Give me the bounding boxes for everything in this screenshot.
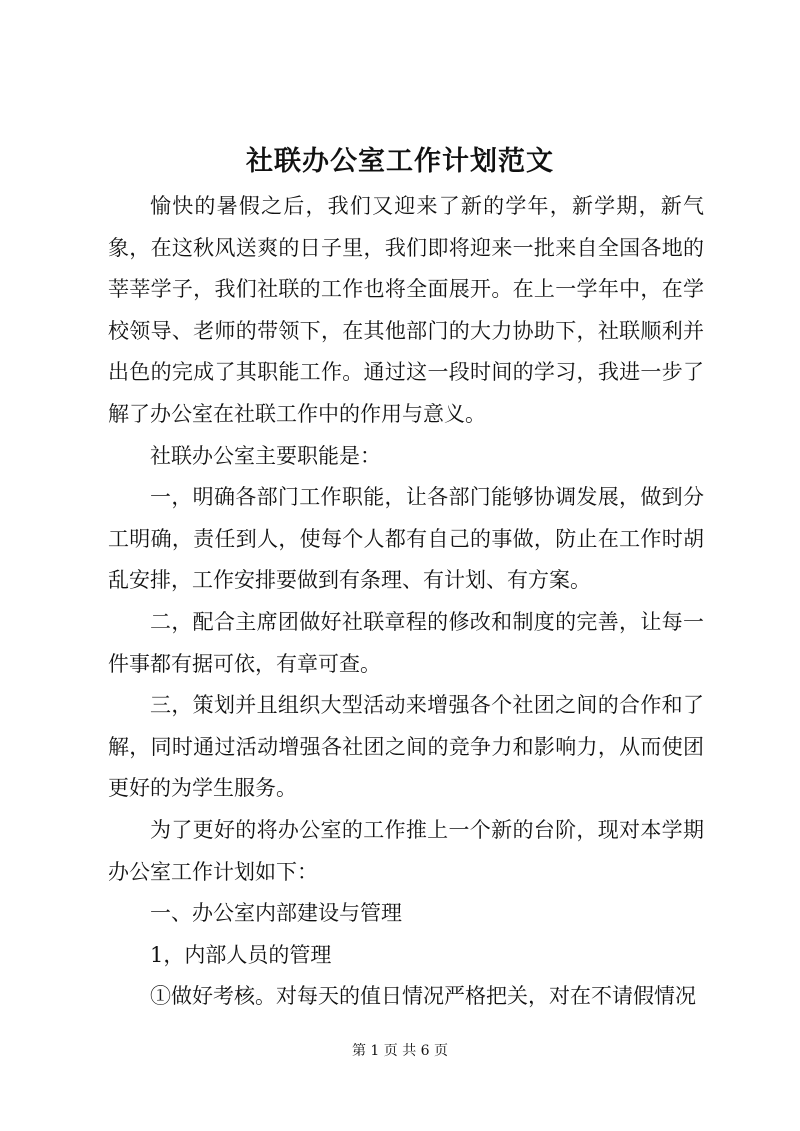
document-title: 社联办公室工作计划范文 xyxy=(246,146,554,177)
paragraph-function-one: 一，明确各部门工作职能，让各部门能够协调发展，做到分工明确，责任到人，使每个人都有自己的事做，防止在工作时胡乱安排，工作安排要做到有条理、有计划、有方案。 xyxy=(108,485,704,593)
page-footer: 第 1 页 共 6 页 xyxy=(351,1043,449,1059)
paragraph-assessment: ①做好考核。对每天的值日情况严格把关，对在不请假情况 xyxy=(150,984,696,1009)
paragraph-functions-heading: 社联办公室主要职能是： xyxy=(150,443,381,468)
paragraph-intro: 愉快的暑假之后，我们又迎来了新的学年，新学期，新气象，在这秋风送爽的日子里，我们即将迎来一批来自全国各地的莘莘学子，我们社联的工作也将全面展开。在上一学年中，在学校领导、老师的带领下，在其他部门的大力协助下，社联顺利并出色的完成了其职能工作。通过这一段时间的学习，我进一步了解了办公室在社联工作中的作用与意义。 xyxy=(108,194,704,426)
paragraph-plan-intro: 为了更好的将办公室的工作推上一个新的台阶，现对本学期办公室工作计划如下： xyxy=(108,817,704,884)
section-heading-internal-management: 一、办公室内部建设与管理 xyxy=(150,901,402,926)
subsection-heading-staff-management: 1，内部人员的管理 xyxy=(150,942,332,967)
paragraph-function-two: 二，配合主席团做好社联章程的修改和制度的完善，让每一件事都有据可依，有章可查。 xyxy=(108,609,704,676)
document-body xyxy=(108,186,704,1018)
paragraph-function-three: 三，策划并且组织大型活动来增强各个社团之间的合作和了解，同时通过活动增强各社团之间的竞争力和影响力，从而使团更好的为学生服务。 xyxy=(108,693,704,801)
